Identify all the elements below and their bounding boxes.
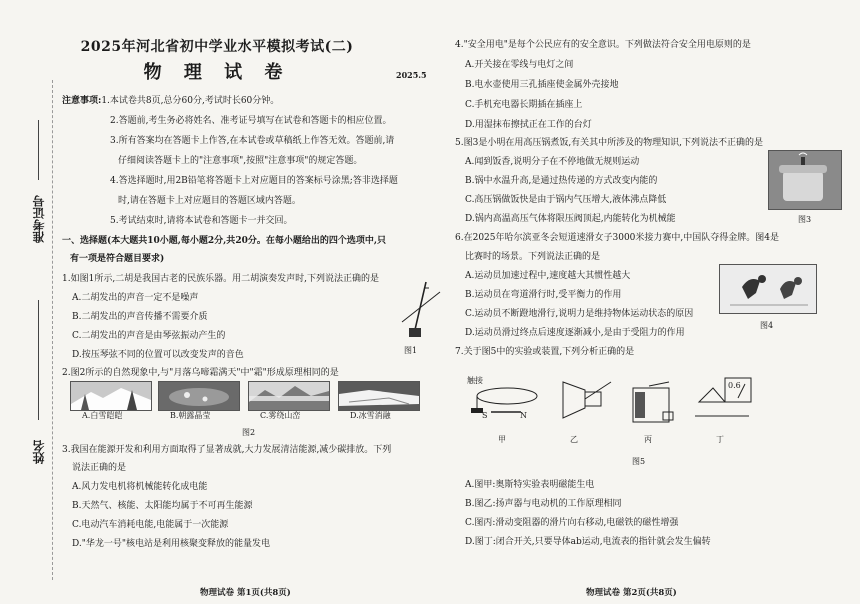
q1-stem: 1.如图1所示,二胡是我国古老的民族乐器。用二胡演奏发声时,下列说法正确的是 bbox=[62, 274, 380, 284]
q5-option-d: D.锅内高温高压气体将限压阀顶起,内能转化为机械能 bbox=[465, 214, 676, 224]
q7-contact-label: 触接 bbox=[467, 376, 483, 385]
q3-option-b: B.天然气、核能、太阳能均属于不可再生能源 bbox=[72, 501, 253, 511]
q7-option-d: D.图丁:闭合开关,只要导体ab运动,电流表的指针就会发生偏转 bbox=[465, 537, 711, 547]
q6-figure-caption: 图4 bbox=[760, 321, 774, 330]
q7-option-c: C.图丙:滑动变阻器的滑片向右移动,电磁铁的磁性增强 bbox=[465, 518, 679, 528]
note-item: 5.考试结束时,请将本试卷和答题卡一并交回。 bbox=[110, 216, 293, 226]
photo-fog bbox=[248, 381, 330, 411]
q7-option-b: B.图乙:扬声器与电动机的工作原理相同 bbox=[465, 499, 622, 509]
name-label: 姓名 bbox=[32, 440, 46, 464]
erhu-figure bbox=[396, 278, 444, 340]
name-underline bbox=[38, 300, 39, 420]
q6-option-d: D.运动员滑过终点后速度逐渐减小,是由于受阻力的作用 bbox=[465, 328, 685, 338]
notes-heading: 注意事项: bbox=[62, 96, 102, 106]
exam-date: 2025.5 bbox=[396, 70, 427, 80]
q5-figure-caption: 图3 bbox=[798, 215, 812, 224]
page-footer-right: 物理试卷 第2页(共8页) bbox=[586, 588, 677, 598]
q1-option-d: D.按压琴弦不同的位置可以改变发声的音色 bbox=[72, 350, 244, 360]
subject-title: 物 理 试 卷 bbox=[143, 62, 291, 83]
q2-caption-d: D.冰雪消融 bbox=[350, 411, 391, 420]
speed-skating-photo bbox=[719, 264, 817, 314]
note-item: 1.本试卷共8页,总分60分,考试时长60分钟。 bbox=[101, 96, 280, 106]
photo-snow bbox=[70, 381, 152, 411]
q7-s-label: S bbox=[482, 411, 488, 420]
q1-option-b: B.二胡发出的声音传播不需要介质 bbox=[72, 312, 208, 322]
q7-sub-label-c: 丙 bbox=[644, 435, 652, 444]
note-item: 4.答选择题时,用2B铅笔将答题卡上对应题目的答案标号涂黑;答非选择题 bbox=[110, 176, 398, 186]
q4-option-b: B.电水壶使用三孔插座使金属外壳接地 bbox=[465, 80, 619, 90]
photo-ice-melt bbox=[338, 381, 420, 411]
q2-figure-caption: 图2 bbox=[242, 428, 256, 437]
q7-figure-caption: 图5 bbox=[632, 457, 646, 466]
exam-title: 2025年河北省初中学业水平模拟考试(二) bbox=[80, 39, 354, 55]
note-item: 3.所有答案均在答题卡上作答,在本试卷或草稿纸上作答无效。答题前,请 bbox=[110, 136, 395, 146]
q3-stem-cont: 说法正确的是 bbox=[72, 463, 127, 473]
q6-stem-cont: 比赛时的场景。下列说法正确的是 bbox=[465, 252, 601, 262]
q2-caption-b: B.朝露晶莹 bbox=[170, 411, 211, 420]
note-item: 时,请在答题卡上对应题目的答题区域内答题。 bbox=[118, 196, 301, 206]
q6-option-a: A.运动员加速过程中,速度越大其惯性越大 bbox=[465, 271, 631, 281]
photo-dew bbox=[158, 381, 240, 411]
q6-stem: 6.在2025年哈尔滨亚冬会短道速滑女子3000米接力赛中,中国队夺得金牌。图4是 bbox=[455, 233, 779, 243]
q2-caption-c: C.雾绕山峦 bbox=[260, 411, 301, 420]
q3-option-d: D."华龙一号"核电站是利用核聚变释放的能量发电 bbox=[72, 539, 271, 549]
q5-stem: 5.图3是小明在用高压锅煮饭,有关其中所涉及的物理知识,下列说法不正确的是 bbox=[455, 138, 764, 148]
q3-option-a: A.风力发电机将机械能转化成电能 bbox=[72, 482, 208, 492]
q4-option-c: C.手机充电器长期插在插座上 bbox=[465, 100, 583, 110]
page-footer-left: 物理试卷 第1页(共8页) bbox=[200, 588, 291, 598]
q7-sub-label-b: 乙 bbox=[570, 435, 578, 444]
q5-option-c: C.高压锅做饭快是由于锅内气压增大,液体沸点降低 bbox=[465, 195, 667, 205]
q7-n-label: N bbox=[520, 411, 527, 420]
q1-option-a: A.二胡发出的声音一定不是噪声 bbox=[72, 293, 199, 303]
q3-stem: 3.我国在能源开发和利用方面取得了显著成就,大力发展清洁能源,减少碳排放。下列 bbox=[62, 445, 392, 455]
ticket-underline bbox=[38, 120, 39, 180]
q6-option-b: B.运动员在弯道滑行时,受平衡力的作用 bbox=[465, 290, 622, 300]
q6-option-c: C.运动员不断蹬地滑行,说明力是维持物体运动状态的原因 bbox=[465, 309, 694, 319]
q1-figure-caption: 图1 bbox=[404, 346, 418, 355]
binding-margin bbox=[0, 0, 58, 604]
ticket-number-label: 准考证号 bbox=[32, 195, 46, 243]
q2-caption-a: A.白雪皑皑 bbox=[82, 411, 123, 420]
q1-option-c: C.二胡发出的声音是由琴弦振动产生的 bbox=[72, 331, 226, 341]
q7-stem: 7.关于图5中的实验或装置,下列分析正确的是 bbox=[455, 347, 635, 357]
figure5-apparatus bbox=[463, 372, 753, 442]
pressure-cooker-photo bbox=[768, 150, 842, 210]
note-item: 仔细阅读答题卡上的"注意事项",按照"注意事项"的规定答题。 bbox=[118, 156, 363, 166]
note-item: 2.答题前,考生务必将姓名、准考证号填写在试卷和答题卡的相应位置。 bbox=[110, 116, 392, 126]
q5-option-b: B.锅中水温升高,是通过热传递的方式改变内能的 bbox=[465, 176, 658, 186]
binding-dashed-line bbox=[52, 80, 53, 580]
q7-meter-label: 0.6 bbox=[728, 381, 741, 390]
section-heading: 一、选择题(本大题共10小题,每小题2分,共20分。在每小题给出的四个选项中,只 bbox=[62, 236, 386, 246]
q4-option-d: D.用湿抹布擦拭正在工作的台灯 bbox=[465, 120, 592, 130]
q2-stem: 2.图2所示的自然现象中,与"月落乌啼霜满天"中"霜"形成原理相同的是 bbox=[62, 368, 339, 378]
q5-option-a: A.闻到饭香,说明分子在不停地做无规则运动 bbox=[465, 157, 640, 167]
q3-option-c: C.电动汽车消耗电能,电能属于一次能源 bbox=[72, 520, 229, 530]
section-heading-cont: 有一项是符合题目要求) bbox=[70, 254, 165, 264]
q4-option-a: A.开关接在零线与电灯之间 bbox=[465, 60, 574, 70]
q7-sub-label-a: 甲 bbox=[498, 435, 506, 444]
q7-option-a: A.图甲:奥斯特实验表明磁能生电 bbox=[465, 480, 595, 490]
q7-sub-label-d: 丁 bbox=[716, 435, 724, 444]
q4-stem: 4."安全用电"是每个公民应有的安全意识。下列做法符合安全用电原则的是 bbox=[455, 40, 751, 50]
